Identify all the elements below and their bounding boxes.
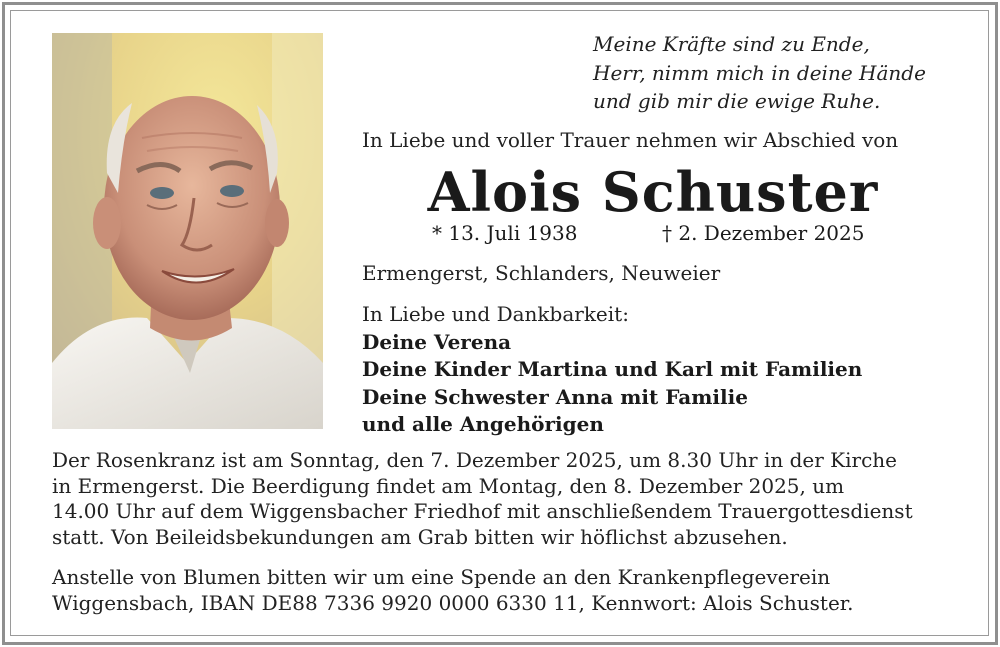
info-line: in Ermengerst. Die Beerdigung findet am Montag, den 8. Dezember 2025, um bbox=[52, 473, 845, 498]
mourner-line: Deine Kinder Martina und Karl mit Familien bbox=[362, 357, 863, 381]
info-line: 14.00 Uhr auf dem Wiggensbacher Friedhof mit anschließendem Trauergottesdienst bbox=[52, 499, 913, 523]
portrait-photo bbox=[52, 33, 323, 429]
death-date: † 2. Dezember 2025 bbox=[662, 221, 865, 245]
service-info bbox=[52, 448, 952, 550]
deceased-name: Alois Schuster bbox=[427, 160, 879, 224]
mourner-line: Deine Schwester Anna mit Familie bbox=[362, 384, 748, 409]
places-text: Ermengerst, Schlanders, Neuweier bbox=[362, 261, 721, 285]
donation-line: Anstelle von Blumen bitten wir um eine Spende an den Krankenpflegeverein bbox=[52, 565, 831, 589]
poem-line: Meine Kräfte sind zu Ende, bbox=[593, 32, 870, 56]
birth-date: * 13. Juli 1938 bbox=[432, 221, 578, 245]
donation-line: Wiggensbach, IBAN DE88 7336 9920 0000 6330 11, Kennwort: Alois Schuster. bbox=[52, 590, 854, 615]
poem-line: Herr, nimm mich in deine Hände bbox=[593, 60, 926, 85]
donation-info bbox=[52, 565, 952, 616]
mourner-line: und alle Angehörigen bbox=[362, 412, 604, 436]
info-line: Der Rosenkranz ist am Sonntag, den 7. Dezember 2025, um 8.30 Uhr in der Kirche bbox=[52, 448, 897, 472]
info-line: statt. Von Beileidsbekundungen am Grab bitten wir höflichst abzusehen. bbox=[52, 524, 788, 549]
intro-text: In Liebe und voller Trauer nehmen wir Abschied von bbox=[362, 128, 899, 152]
poem-line: und gib mir die ewige Ruhe. bbox=[593, 89, 881, 113]
mourners-block bbox=[362, 301, 862, 439]
thanks-heading: In Liebe und Dankbarkeit: bbox=[362, 302, 629, 326]
mourner-line: Deine Verena bbox=[362, 329, 512, 354]
poem bbox=[593, 30, 973, 116]
